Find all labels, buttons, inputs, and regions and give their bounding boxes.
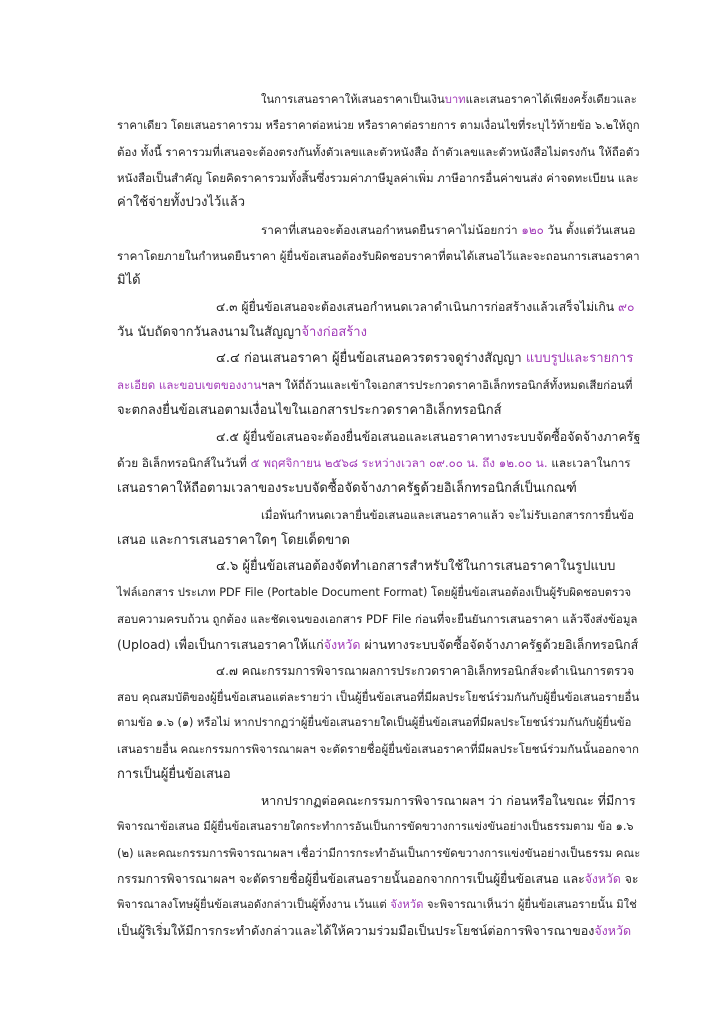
line-28	[261, 793, 636, 809]
line-10	[117, 325, 367, 341]
line-7	[117, 248, 640, 264]
line-13	[117, 403, 502, 419]
line-29	[117, 819, 634, 835]
text: พิจารณาข้อเสนอ มีผู้ยื่นข้อเสนอรายใดกระทำการอันเป็นการขัดขวางการแข่งขันอย่างเป็นธรรมตาม ข้อ ๑.๖	[117, 820, 634, 833]
text: หากปรากฏต่อคณะกรรมการพิจารณาผลฯ ว่า ก่อนหรือในขณะ ที่มีการ	[261, 793, 636, 808]
line-4	[117, 170, 639, 186]
text: สอบความครบถ้วน ถูกต้อง และชัดเจนของเอกสาร PDF File ก่อนที่จะยืนยันการเสนอราคา แล้วจึงส่งข้อมูล	[117, 612, 638, 626]
line-30	[117, 845, 640, 861]
text: ราคาที่เสนอจะต้องเสนอกำหนดยืนราคาไม่น้อยกว่า	[261, 223, 518, 237]
line-26	[117, 741, 639, 757]
text: วัน ตั้งแต่วันเสนอ	[547, 223, 636, 237]
text: จะตกลงยื่นข้อเสนอตามเงื่อนไขในเอกสารประกวดราคาอิเล็กทรอนิกส์	[117, 403, 502, 418]
line-24	[117, 689, 639, 705]
text: จะพิจารณาเห็นว่า ผู้ยื่นข้อเสนอรายนั้น มิใช่	[426, 898, 637, 911]
highlight-text: จังหวัด	[323, 637, 361, 652]
highlight-text: ๕ พฤศจิกายน ๒๕๖๘ ระหว่างเวลา ๐๙.๐๐ น. ถึง ๑๒.๐๐ น.	[250, 456, 548, 470]
line-18	[117, 533, 350, 549]
text: การเป็นผู้ยื่นข้อเสนอ	[117, 767, 231, 782]
line-32	[117, 897, 637, 913]
line-21	[117, 611, 637, 627]
line-22	[117, 637, 638, 653]
highlight-text: จ้างก่อสร้าง	[301, 325, 367, 340]
text: และเสนอราคาได้เพียงครั้งเดียวและ	[465, 93, 637, 106]
text: มิได้	[117, 273, 141, 288]
line-9	[216, 299, 635, 315]
text: (๒) และคณะกรรมการพิจารณาผลฯ เชื่อว่ามีการกระทำอันเป็นการขัดขวางการแข่งขันอย่างเป็นธรรม คณะ	[117, 846, 641, 860]
text: ๔.๕ ผู้ยื่นข้อเสนอจะต้องยื่นข้อเสนอและเสนอราคาทางระบบจัดซื้อจัดจ้างภาครัฐ	[216, 429, 641, 444]
text: ฯลฯ ให้ถี่ถ้วนและเข้าใจเอกสารประกวดราคาอิเล็กทรอนิกส์ทั้งหมดเสียก่อนที่	[261, 378, 633, 392]
line-12	[117, 377, 632, 393]
line-1	[261, 92, 637, 108]
line-19	[216, 559, 615, 575]
highlight-text: จังหวัด	[584, 872, 621, 886]
line-27	[117, 767, 231, 783]
text: ต้อง ทั้งนี้ ราคารวมที่เสนอจะต้องตรงกันทั้งตัวเลขและตัวหนังสือ ถ้าตัวเลขและตัวหนังสือไม่ตรงกัน ให้ถือตัว	[117, 145, 640, 159]
text: สอบ คุณสมบัติของผู้ยื่นข้อเสนอแต่ละรายว่า เป็นผู้ยื่นข้อเสนอที่มีผลประโยชน์ร่วมกันกับผู้ยื่นข้อเสนอรายอื่น	[117, 690, 640, 704]
text: วัน นับถัดจากวันลงนามในสัญญา	[117, 325, 302, 340]
highlight-text: ๙๐	[618, 300, 635, 314]
line-25	[117, 715, 631, 731]
text: ตามข้อ ๑.๖ (๑) หรือไม่ หากปรากฏว่าผู้ยื่นข้อเสนอรายใดเป็นผู้ยื่นข้อเสนอที่มีผลประโยชน์ร่วมกันกับผู้ยื่นข้อ	[117, 716, 632, 729]
line-23	[216, 663, 634, 679]
text: เป็นผู้ริเริ่มให้มีการกระทำดังกล่าวและได้ให้ความร่วมมือเป็นประโยชน์ต่อการพิจารณาของ	[117, 923, 595, 938]
text: กรรมการพิจารณาผลฯ จะตัดรายชื่อผู้ยื่นข้อเสนอรายนั้นออกจากการเป็นผู้ยื่นข้อเสนอ และ	[117, 872, 585, 886]
text: ๔.๖ ผู้ยื่นข้อเสนอต้องจัดทำเอกสารสำหรับใช้ในการเสนอราคาในรูปแบบ	[216, 559, 616, 574]
text: ไฟล์เอกสาร ประเภท PDF File (Portable Document Format) โดยผู้ยื่นข้อเสนอต้องเป็นผู้รับผิดชอบตรวจ	[117, 586, 632, 599]
line-14	[216, 429, 640, 445]
text: เสนอ และการเสนอราคาใดๆ โดยเด็ดขาด	[117, 533, 350, 548]
text: และเวลาในการ	[551, 456, 631, 470]
text: ในการเสนอราคาให้เสนอราคาเป็นเงิน	[261, 93, 445, 106]
line-15	[117, 455, 631, 471]
text: ผ่านทางระบบจัดซื้อจัดจ้างภาครัฐด้วยอิเล็กทรอนิกส์	[364, 637, 639, 652]
line-8	[117, 273, 141, 289]
text: พิจารณาลงโทษผู้ยื่นข้อเสนอดังกล่าวเป็นผู้ทิ้งงาน เว้นแต่	[117, 898, 387, 911]
highlight-text: แบบรูปและรายการ	[525, 351, 634, 366]
line-2	[117, 118, 640, 134]
text: ๔.๓ ผู้ยื่นข้อเสนอจะต้องเสนอกำหนดเวลาดำเนินการก่อสร้างแล้วเสร็จไม่เกิน	[216, 300, 615, 314]
text: เสนอราคาให้ถือตามเวลาของระบบจัดซื้อจัดจ้างภาครัฐด้วยอิเล็กทรอนิกส์เป็นเกณฑ์	[117, 481, 577, 496]
highlight-text: ละเอียด และขอบเขตของงาน	[117, 378, 262, 392]
line-3	[117, 144, 640, 160]
line-5	[117, 195, 245, 211]
line-6	[261, 222, 635, 238]
text: ราคาเดียว โดยเสนอราคารวม หรือราคาต่อหน่วย หรือราคาต่อรายการ ตามเงื่อนไขที่ระบุไว้ท้ายข้อ ๖.๒ให้ถูก	[117, 119, 640, 132]
text: ๔.๗ คณะกรรมการพิจารณาผลการประกวดราคาอิเล็กทรอนิกส์จะดำเนินการตรวจ	[216, 664, 635, 678]
line-11	[216, 351, 633, 367]
text: เสนอรายอื่น คณะกรรมการพิจารณาผลฯ จะตัดรายชื่อผู้ยื่นข้อเสนอราคาที่มีผลประโยชน์ร่วมกันนั้นออกจาก	[117, 742, 639, 756]
text: ด้วย อิเล็กทรอนิกส์ในวันที่	[117, 456, 247, 470]
highlight-text: บาท	[444, 93, 466, 106]
line-20	[117, 585, 631, 601]
text: เมื่อพ้นกำหนดเวลายื่นข้อเสนอและเสนอราคาแล้ว จะไม่รับเอกสารการยื่นข้อ	[261, 508, 635, 522]
text: ๔.๔ ก่อนเสนอราคา ผู้ยื่นข้อเสนอควรตรวจดูร่างสัญญา	[216, 351, 522, 366]
highlight-text: จังหวัด	[390, 898, 424, 911]
highlight-text: จังหวัด	[594, 923, 632, 938]
text: หนังสือเป็นสำคัญ โดยคิดราคารวมทั้งสิ้นซึ่งรวมค่าภาษีมูลค่าเพิ่ม ภาษีอากรอื่นค่าขนส่ง ค่าจดทะเบียน และ	[117, 171, 639, 185]
text: ราคาโดยภายในกำหนดยืนราคา ผู้ยื่นข้อเสนอต้องรับผิดชอบราคาที่ตนได้เสนอไว้และจะถอนการเสนอราคา	[117, 249, 640, 263]
line-17	[261, 507, 634, 523]
line-33	[117, 923, 631, 939]
text: (Upload) เพื่อเป็นการเสนอราคาให้แก่	[117, 637, 324, 652]
line-31	[117, 871, 638, 887]
line-16	[117, 481, 577, 497]
text: ค่าใช้จ่ายทั้งปวงไว้แล้ว	[117, 195, 246, 210]
text: จะ	[624, 872, 639, 886]
highlight-text: ๑๒๐	[521, 223, 544, 237]
